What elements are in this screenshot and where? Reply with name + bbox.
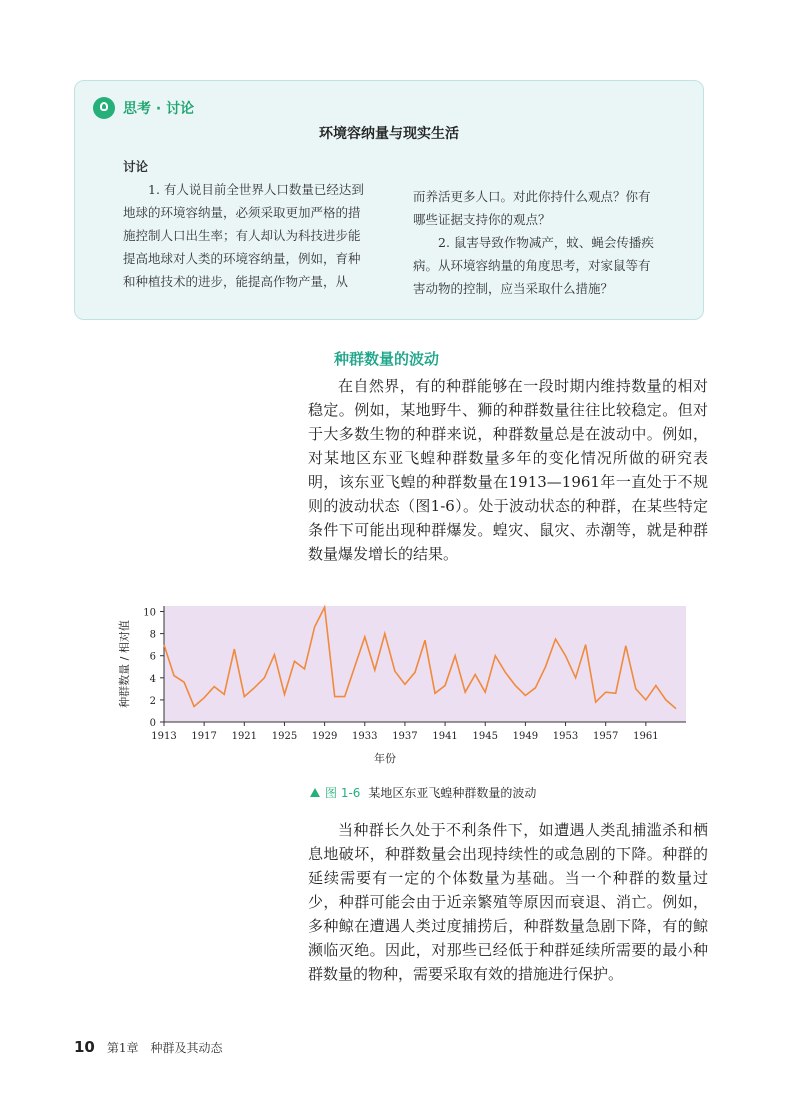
y-tick-label: 8 — [149, 629, 156, 641]
x-tick-label: 1937 — [392, 731, 418, 742]
plot-background — [164, 606, 686, 722]
page-footer — [74, 1038, 223, 1056]
discussion-box — [74, 80, 704, 320]
y-tick-label: 10 — [143, 607, 156, 619]
x-tick-label: 1925 — [271, 731, 298, 742]
x-tick-label: 1945 — [472, 731, 498, 742]
discussion-label: 思考 · 讨论 — [123, 101, 195, 117]
y-tick-label: 0 — [149, 718, 156, 729]
figure-number: 图 1-6 — [325, 786, 361, 800]
paragraph-fluctuation: 在自然界，有的种群能够在一段时期内维持数量的相对稳定。例如，某地野牛、狮的种群数量往往比较稳定。但对于大多数生物的种群来说，种群数量总是在波动中。例如，对某地区东亚飞蝗种群数量多年的变化情况所做的研究表明，该东亚飞蝗的种群数量在1913—1961年一直处于不规则的波动状态（图1-6）。处于波动状态的种群，在某些特定条件下可能出现种群爆发。蝗灾、鼠灾、赤潮等，就是种群数量爆发增长的结果。 — [308, 377, 708, 563]
discussion-header — [93, 95, 194, 121]
discussion-right-column — [413, 185, 658, 300]
discussion-item-1-part1: 1. 有人说目前全世界人口数量已经达到地球的环境容纳量，必须采取更加严格的措施控制人口出生率；有人却认为科技进步能提高地球对人类的环境容纳量，例如，育种和种植技术的进步，能提高作物产量，从 — [123, 182, 364, 289]
x-tick-label: 1929 — [311, 731, 338, 742]
figure-caption-text: 某地区东亚飞蝗种群数量的波动 — [368, 786, 537, 800]
discussion-left-column — [123, 155, 368, 293]
triangle-icon — [310, 788, 320, 797]
discussion-item-2: 2. 鼠害导致作物减产，蚊、蝇会传播疾病。从环境容纳量的角度思考，对家鼠等有害动物的控制，应当采取什么措施？ — [413, 235, 654, 296]
discussion-title: 环境容纳量与现实生活 — [319, 126, 459, 142]
discussion-heading: 讨论 — [123, 159, 149, 174]
x-tick-label: 1941 — [432, 731, 458, 742]
x-tick-label: 1949 — [512, 731, 539, 742]
discussion-item-1-part2: 而养活更多人口。对此你持什么观点？你有哪些证据支持你的观点？ — [413, 189, 651, 227]
section-title: 种群数量的波动 — [334, 350, 440, 368]
y-axis-label: 种群数量 / 相对值 — [118, 620, 131, 708]
x-tick-label: 1921 — [231, 731, 258, 742]
x-tick-label: 1933 — [352, 731, 378, 742]
chapter-title: 第1章 种群及其动态 — [106, 1041, 223, 1055]
x-tick-label: 1913 — [151, 731, 177, 742]
y-tick-label: 2 — [149, 695, 156, 707]
population-fluctuation-chart — [114, 598, 704, 776]
page-number: 10 — [74, 1038, 95, 1056]
x-tick-label: 1917 — [191, 731, 217, 742]
x-tick-label: 1957 — [592, 731, 619, 742]
lightbulb-icon — [93, 97, 115, 119]
paragraph-decline: 当种群长久处于不利条件下，如遭遇人类乱捕滥杀和栖息地破坏，种群数量会出现持续性的或急剧的下降。种群的延续需要有一定的个体数量为基础。当一个种群的数量过少，种群可能会由于近亲繁殖等原因而衰退、消亡。例如，多种鲸在遭遇人类过度捕捞后，种群数量急剧下降，有的鲸濒临灭绝。因此，对那些已经低于种群延续所需要的最小种群数量的物种，需要采取有效的措施进行保护。 — [308, 821, 708, 983]
x-axis-label: 年份 — [374, 752, 396, 765]
x-tick-label: 1961 — [633, 731, 659, 742]
y-tick-label: 6 — [149, 651, 156, 663]
y-tick-label: 4 — [149, 673, 156, 685]
x-tick-label: 1953 — [552, 731, 579, 742]
figure-caption — [310, 784, 536, 801]
